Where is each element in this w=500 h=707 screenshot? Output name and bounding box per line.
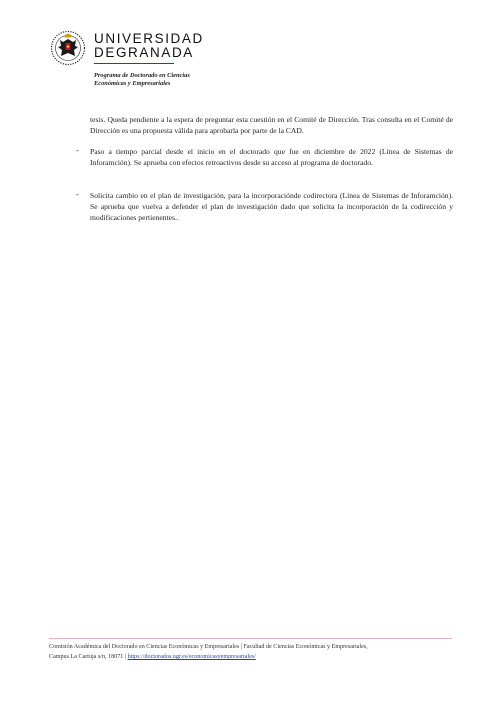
university-name-line1: UNIVERSIDAD xyxy=(94,31,204,46)
bullet-marker: - xyxy=(76,146,79,155)
footer xyxy=(49,642,459,662)
program-title-line2: Económicas y Empresariales xyxy=(94,80,171,87)
university-name xyxy=(94,32,204,60)
bullet-item-plan-change: Solicita cambio en el plan de investigación, para la incorporaciónde codirectora (Línea de Sistemas de Inforamción). Se aprueba que vuelva a defender el plan de investigación dado que solicita la incorporación de la codirección y modificaciones pertienentes.. xyxy=(90,191,453,222)
university-seal-logo xyxy=(49,30,87,66)
continuation-paragraph: tesis. Queda pendiente a la espera de preguntar esta cuestión en el Comité de Dirección. Tras consulta en el Comité de Dirección es una propuesta válida para aprobarla por parte de la CAD. xyxy=(90,115,453,135)
footer-address: Campus La Cartuja s/n, 18071 | xyxy=(49,654,128,660)
footer-line2 xyxy=(49,652,459,662)
bullet-item-part-time: Paso a tiempo parcial desde el inicio en el doctorado que fue en diciembre de 2022 (Línea de Sistemas de Inforamción). Se aprueba con efectos retroactivos desde su acceso al programa de doctorado. xyxy=(90,147,453,167)
program-title xyxy=(94,72,190,88)
bullet-marker: - xyxy=(76,190,79,199)
header-divider xyxy=(94,63,174,64)
footer-divider xyxy=(49,638,452,639)
footer-link[interactable]: https://doctorados.ugr.es/economicasyempresariales/ xyxy=(127,654,256,660)
footer-line1: Comisión Académica del Doctorado en Ciencias Económicas y Empresariales | Facultad de Ciencias Económicas y Empresariales, xyxy=(49,644,368,650)
program-title-line1: Programa de Doctorado en Ciencias xyxy=(94,72,190,79)
university-name-line2: DEGRANADA xyxy=(94,45,194,60)
